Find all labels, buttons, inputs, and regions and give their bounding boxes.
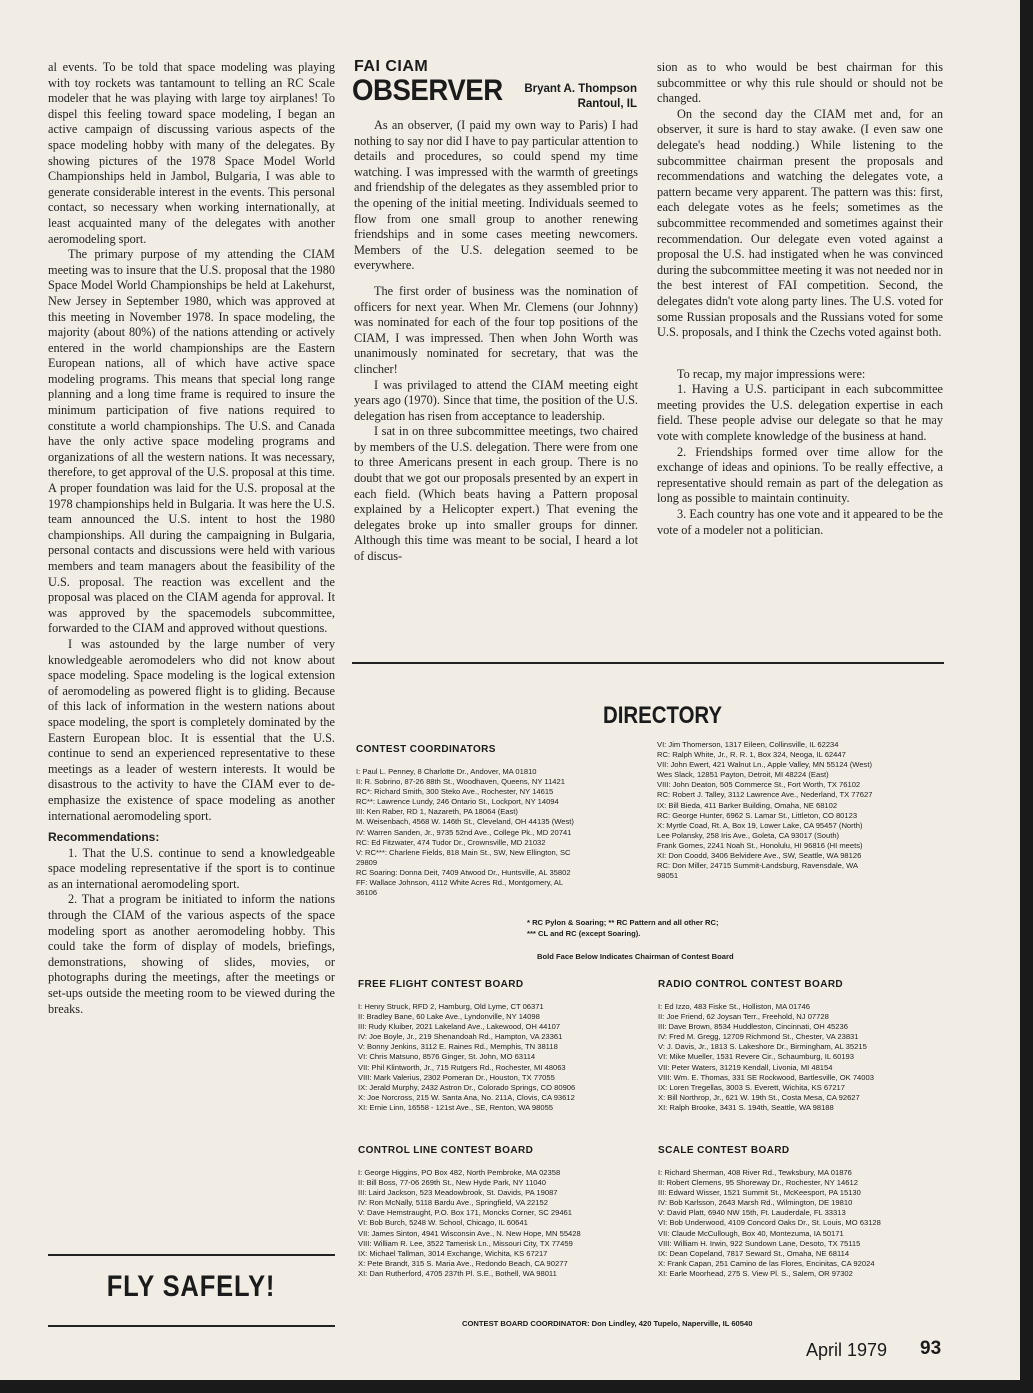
directory-entry: 29809	[356, 857, 378, 867]
directory-entry: IV: Warren Sanden, Jr., 9735 52nd Ave., College Pk., MD 20741	[356, 827, 572, 837]
article-column-2	[354, 118, 638, 565]
issue-date: April 1979	[806, 1340, 888, 1360]
directory-entry: VIII: Wm. E. Thomas, 331 SE Rockwood, Bartlesville, OK 74003	[658, 1072, 874, 1082]
contest-coordinators-list-right	[657, 740, 949, 881]
directory-entry: V: RC***: Charlene Fields, 818 Main St., SW, New Ellington, SC	[356, 847, 571, 857]
paragraph: 1. Having a U.S. participant in each subcommittee meeting provides the U.S. delegation expertise in each field. These people advise our delegate so that he may vote with complete knowledge of the business at hand.	[657, 382, 943, 444]
directory-entry: X: Frank Capan, 251 Camino de las Flores, Encinitas, CA 92024	[658, 1258, 875, 1268]
directory-entry: RC*: Richard Smith, 300 Steko Ave., Rochester, NY 14615	[356, 787, 554, 797]
free-flight-list	[358, 1002, 650, 1113]
directory-entry: III: Laird Jackson, 523 Meadowbrook, St. Davids, PA 19087	[358, 1188, 558, 1198]
directory-entry: VII: John Ewert, 421 Walnut Ln., Apple Valley, MN 55124 (West)	[657, 760, 872, 770]
directory-entry: II: R. Sobrino, 87-26 88th St., Woodhaven, Queens, NY 11421	[356, 777, 565, 787]
directory-entry: RC**: Lawrence Lundy, 246 Ontario St., Lockport, NY 14094	[356, 797, 559, 807]
directory-entry: 98051	[657, 871, 679, 881]
paragraph: I sat in on three subcommittee meetings, two chaired by members of the U.S. delegation. There were from one to three Americans present in each group. There is no doubt that we got our proposals presented by an expert in each field. (Which beats having a Pattern proposal explained by a Helicopter expert.) That evening the delegates broke up into smaller groups for dinner. Although this time was meant to be social, I heard a lot of discus-	[354, 424, 638, 564]
directory-entry: Wes Slack, 12851 Payton, Detroit, MI 48224 (East)	[657, 770, 829, 780]
directory-entry: RC: Robert J. Talley, 3112 Lawrence Ave., Nederland, TX 77627	[657, 790, 873, 800]
directory-entry: VI: Chris Matsuno, 8576 Ginger, St. John, MO 63114	[358, 1052, 536, 1062]
paragraph: The first order of business was the nomination of officers for next year. When Mr. Clemens (our Johnny) was nominated for each of the four top positions of the CIAM, I was impressed. Then when John Worth was unanimously nominated for secretary, that was the clincher!	[354, 283, 638, 376]
directory-entry: IX: Jerald Murphy, 2432 Astron Dr., Colorado Springs, CO 80906	[358, 1082, 576, 1092]
directory-entry: M. Weisenbach, 4568 W. 146th St., Cleveland, OH 44135 (West)	[356, 817, 574, 827]
directory-entry: VII: Claude McCullough, Box 40, Montezuma, IA 50171	[658, 1228, 844, 1238]
directory-entry: RC Soaring: Donna Deit, 7409 Atwood Dr., Huntsville, AL 35802	[356, 867, 571, 877]
paragraph: As an observer, (I paid my own way to Paris) I had nothing to say nor did I have to pay particular attention to details and procedures, so could spend my time watching. I was impressed with the warmth of greetings and friendship of the delegates as they assembled prior to the opening of the initial meeting. Individuals seemed to flow from one small group to another renewing friendships and in some cases meeting newcomers. Members of the U.S. delegation seemed to be everywhere.	[354, 118, 638, 273]
author-location: Rantoul, IL	[577, 98, 637, 110]
recommendation-item: 1. That the U.S. continue to send a knowledgeable space modeling representative if the sport is to continue as an international aeromodeling sport.	[48, 845, 335, 891]
directory-entry: XI: Ernie Linn, 16558 - 121st Ave., SE, Renton, WA 98055	[358, 1102, 554, 1112]
recommendations-heading: Recommendations:	[48, 830, 160, 845]
directory-entry: VII: Phil Klintworth, Jr., 715 Rutgers Rd., Rochester, MI 48063	[358, 1062, 566, 1072]
divider	[352, 662, 944, 664]
directory-entry: RC: George Hunter, 6962 S. Lamar St., Littleton, CO 80123	[657, 810, 858, 820]
paragraph: 2. Friendships formed over time allow for the exchange of ideas and opinions. To be really effective, a representative should remain as part of the delegation as long as possible to maintain continuity.	[657, 444, 943, 506]
byline	[500, 82, 637, 112]
directory-entry: VII: James Sinton, 4941 Wisconsin Ave., N. New Hope, MN 55428	[358, 1228, 581, 1238]
directory-entry: X: Myrtle Coad, Rt. A, Box 19, Lower Lake, CA 95457 (North)	[657, 820, 863, 830]
directory-entry: VI: Bob Underwood, 4109 Concord Oaks Dr., St. Louis, MO 63128	[658, 1218, 881, 1228]
recommendation-item: 2. That a program be initiated to inform the nations through the CIAM of the various aspects of the space modeling sport as another aeromodeling hobby. This could take the form of display of models, briefings, demonstrations, showing of slides, movies, or photographs during the meetings, after the meetings or set-ups outside the meeting room to be viewed during the breaks.	[48, 892, 335, 1016]
directory-entry: X: Joe Norcross, 215 W. Santa Ana, No. 211A, Clovis, CA 93612	[358, 1092, 575, 1102]
directory-entry: IV: Bob Karlsson, 2643 Marsh Rd., Wilmington, DE 19810	[658, 1198, 853, 1208]
paragraph: sion as to who would be best chairman for this subcommittee or why this rule should or should not be changed.	[657, 60, 943, 106]
article-kicker: FAI CIAM	[354, 58, 429, 75]
scale-list	[658, 1168, 950, 1279]
directory-entry: I: Ed Izzo, 483 Fiske St., Holliston, MA 01746	[658, 1002, 810, 1011]
directory-entry: VIII: John Deaton, 505 Commerce St., Fort Worth, TX 76102	[657, 780, 861, 790]
directory-entry: XI: Ralph Brooke, 3431 S. 194th, Seattle, WA 98188	[658, 1102, 834, 1112]
directory-entry: V: Dave Hemstraught, P.O. Box 171, Moncks Corner, SC 29461	[358, 1208, 572, 1218]
directory-entry: X: Pete Brandt, 315 S. Maria Ave., Redondo Beach, CA 90277	[358, 1258, 568, 1268]
directory-entry: I: Richard Sherman, 408 River Rd., Tewksbury, MA 01876	[658, 1168, 852, 1177]
contest-coordinators-list-left	[356, 767, 648, 898]
directory-entry: IX: Michael Tallman, 3014 Exchange, Wichita, KS 67217	[358, 1248, 548, 1258]
bold-face-note: Bold Face Below Indicates Chairman of Contest Board	[537, 952, 734, 961]
control-line-title: CONTROL LINE CONTEST BOARD	[358, 1145, 534, 1156]
directory-entry: VI: Mike Mueller, 1531 Revere Cir., Schaumburg, IL 60193	[658, 1052, 854, 1062]
directory-entry: III: Dave Brown, 8534 Huddleston, Cincinnati, OH 45236	[658, 1022, 848, 1032]
directory-entry: III: Rudy Kluiber, 2021 Lakeland Ave., Lakewood, OH 44107	[358, 1022, 561, 1032]
directory-entry: V: Bonny Jenkins, 3112 E. Raines Rd., Memphis, TN 38118	[358, 1042, 558, 1052]
directory-entry: II: Bradley Bane, 60 Lake Ave., Lyndonville, NY 14098	[358, 1012, 540, 1022]
coordinator-line: CONTEST BOARD COORDINATOR: Don Lindley, 420 Tupelo, Naperville, IL 60540	[462, 1319, 753, 1328]
contest-coordinators-title: CONTEST COORDINATORS	[356, 744, 496, 755]
free-flight-title: FREE FLIGHT CONTEST BOARD	[358, 979, 524, 990]
directory-entry: II: Robert Clemens, 95 Shoreway Dr., Rochester, NY 14612	[658, 1178, 858, 1188]
directory-entry: 36106	[356, 888, 378, 898]
paragraph: I was privilaged to attend the CIAM meeting eight years ago (1970). Since that time, the position of the U.S. delegation has risen from acceptance to leadership.	[354, 377, 638, 423]
directory-entry: V: David Platt, 6940 NW 15th, Ft. Lauderdale, FL 33313	[658, 1208, 846, 1218]
directory-entry: I: Henry Struck, RFD 2, Hamburg, Old Lyme, CT 06371	[358, 1002, 544, 1011]
directory-entry: IX: Bill Bieda, 411 Barker Building, Omaha, NE 68102	[657, 800, 838, 810]
directory-entry: VI: Jim Thomerson, 1317 Eileen, Collinsville, IL 62234	[657, 740, 839, 749]
scale-title: SCALE CONTEST BOARD	[658, 1145, 790, 1156]
directory-entry: IV: Joe Boyle, Jr., 219 Shenandoah Rd., Hampton, VA 23361	[358, 1032, 563, 1042]
directory-entry: I: Paul L. Penney, 8 Charlotte Dr., Andover, MA 01810	[356, 767, 537, 776]
page-number: 93	[920, 1338, 942, 1359]
paragraph: To recap, my major impressions were:	[677, 366, 866, 381]
directory-title: DIRECTORY	[603, 702, 723, 729]
paragraph: I was astounded by the large number of very knowledgeable aeromodelers who did not know about space modeling. Space modeling is the logical extension of aeromodeling as powered flight is to gliding. Because of this lack of information in the western nations about space modeling, the sport is completely dominated by the Eastern European bloc. It is essential that the U.S. continue to send an experienced representative to these meetings as a leader of western interests. It would be disastrous to the activity to have the CIAM ever to de-emphasize the existence of space modeling as another international aeromodeling sport.	[48, 636, 335, 823]
directory-entry: VIII: Mark Valerius, 2302 Pomeran Dr., Houston, TX 77055	[358, 1072, 555, 1082]
fly-safely-slogan: FLY SAFELY!	[106, 1270, 276, 1303]
article-column-3	[657, 60, 943, 538]
directory-entry: VII: Peter Waters, 31219 Kendall, Livonia, MI 48154	[658, 1062, 833, 1072]
divider	[48, 1325, 335, 1327]
directory-entry: RC: Don Miller, 24715 Summit-Landsburg, Ravensdale, WA	[657, 861, 859, 871]
directory-entry: FF: Wallace Johnson, 4112 White Acres Rd., Montgomery, AL	[356, 878, 564, 888]
directory-entry: V: J. Davis, Jr., 1813 S. Lakeshore Dr., Birmingham, AL 35215	[658, 1042, 867, 1052]
paragraph: 3. Each country has one vote and it appeared to be the vote of a modeler not a politician.	[657, 507, 943, 537]
radio-control-title: RADIO CONTROL CONTEST BOARD	[658, 979, 844, 990]
directory-entry: XI: Dan Rutherford, 4705 237th Pl. S.E., Bothell, WA 98011	[358, 1268, 557, 1278]
directory-entry: IX: Loren Tregellas, 3003 S. Everett, Wichita, KS 67217	[658, 1082, 845, 1092]
control-line-list	[358, 1168, 650, 1279]
directory-entry: VIII: William R. Lee, 3522 Tamerisk Ln., Missouri City, TX 77459	[358, 1238, 573, 1248]
directory-entry: RC: Ed Fitzwater, 474 Tudor Dr., Crownsville, MD 21032	[356, 837, 546, 847]
directory-entry: VIII: William H. Irwin, 922 Sundown Lane, Desoto, TX 75115	[658, 1238, 861, 1248]
footnote: *** CL and RC (except Soaring).	[527, 929, 641, 938]
article-title: OBSERVER	[352, 74, 503, 107]
directory-entry: X: Bill Northrop, Jr., 621 W. 19th St., Costa Mesa, CA 92627	[658, 1092, 860, 1102]
paragraph: al events. To be told that space modeling was playing with toy rockets was tantamount to telling an RC Scale modeler that he was playing with large toy airplanes! To dispel this feeling toward space modeling, I began an active campaign of discussing various aspects of the space modeling hobby with many of the delegates. By showing pictures of the 1978 Space Model World Championships held in Jambol, Bulgaria, I was able to generate considerable interest in the events. This personal contact, so necessary when working internationally, at least acquainted many of the delegates with another aeromodeling sport.	[48, 60, 335, 246]
directory-entry: IV: Ron McNally, 5118 Bardu Ave., Springfield, VA 22152	[358, 1198, 548, 1208]
directory-entry: Lee Polansky, 258 Iris Ave., Goleta, CA 93017 (South)	[657, 830, 840, 840]
divider	[48, 1254, 335, 1256]
directory-entry: III: Ken Raber, RD 1, Nazareth, PA 18064 (East)	[356, 807, 518, 817]
footnote: * RC Pylon & Soaring; ** RC Pattern and all other RC;	[527, 918, 719, 927]
directory-entry: I: George Higgins, PO Box 482, North Pembroke, MA 02358	[358, 1168, 561, 1177]
directory-entry: XI: Earle Moorhead, 275 S. View Pl. S., Salem, OR 97302	[658, 1268, 853, 1278]
directory-entry: IV: Fred M. Gregg, 12709 Richmond St., Chester, VA 23831	[658, 1032, 859, 1042]
paragraph: The primary purpose of my attending the CIAM meeting was to insure that the U.S. proposal that the 1980 Space Model World Championships be held at Lakehurst, New Jersey in September 1980, which was approved at this meeting in November 1978. In space modeling, the majority (about 80%) of the nations attending or actively entered in the world championships are the Eastern European nations, all of which have active space modeling programs. This means that special long range planning and a long time frame is required to insure the minimum participation of five nations required to constitute a world championships. The U.S. and Canada have the only active space modeling programs and organizations of all the western nations. It was necessary, therefore, to get approval of the U.S. proposal at this time. A proper foundation was laid for the U.S. proposal at the 1978 championships held in Bulgaria. It was here the U.S. team announced the U.S. intent to host the 1980 championships. All during the campaigning in Bulgaria, personal contacts and discussions were held with various members and team managers about the feasibility of the U.S. proposal. The reaction was excellent and the proposal was placed on the CIAM agenda for approval. It was approved by the spacemodels subcommittee, forwarded to the CIAM and approved without questions.	[48, 247, 335, 636]
directory-entry: Frank Gomes, 2241 Noah St., Honolulu, HI 96816 (HI meets)	[657, 840, 863, 850]
article-column-1	[48, 60, 335, 1017]
directory-entry: VI: Bob Burch, 5248 W. School, Chicago, IL 60641	[358, 1218, 528, 1228]
author-name: Bryant A. Thompson	[524, 83, 637, 95]
directory-entry: II: Bill Boss, 77-06 269th St., New Hyde Park, NY 11040	[358, 1178, 546, 1188]
radio-control-list	[658, 1002, 950, 1113]
directory-entry: XI: Don Coodd, 3406 Belvidere Ave., SW, Seattle, WA 98126	[657, 851, 862, 861]
directory-entry: RC: Ralph White, Jr., R. R. 1, Box 324, Neoga, IL 62447	[657, 750, 846, 760]
directory-entry: IX: Dean Copeland, 7817 Seward St., Omaha, NE 68114	[658, 1248, 850, 1258]
paragraph: On the second day the CIAM met and, for an observer, it sure is hard to stay awake. (I even saw one delegate's head nodding.) While listening to the subcommittee chairman present the proposals and recommendations and watching the delegates vote, a pattern became very apparent. The pattern was this: first, each delegate votes as he feels; sometimes as the subcommittee recommended and sometimes against their recommendation. Our delegate even voted against a proposal the U.S. had instigated when he was convinced during the subcommittee meeting it was not needed nor in the best interest of FAI competition. Second, the delegates didn't vote along party lines. The U.S. voted for some Russian proposals and the Russians voted for some U.S. proposals, and I think the Czechs voted against both.	[657, 106, 943, 340]
directory-entry: III: Edward Wisser, 1521 Summit St., McKeesport, PA 15130	[658, 1188, 861, 1198]
directory-entry: II: Joe Friend, 62 Joysan Terr., Freehold, NJ 07728	[658, 1012, 829, 1022]
